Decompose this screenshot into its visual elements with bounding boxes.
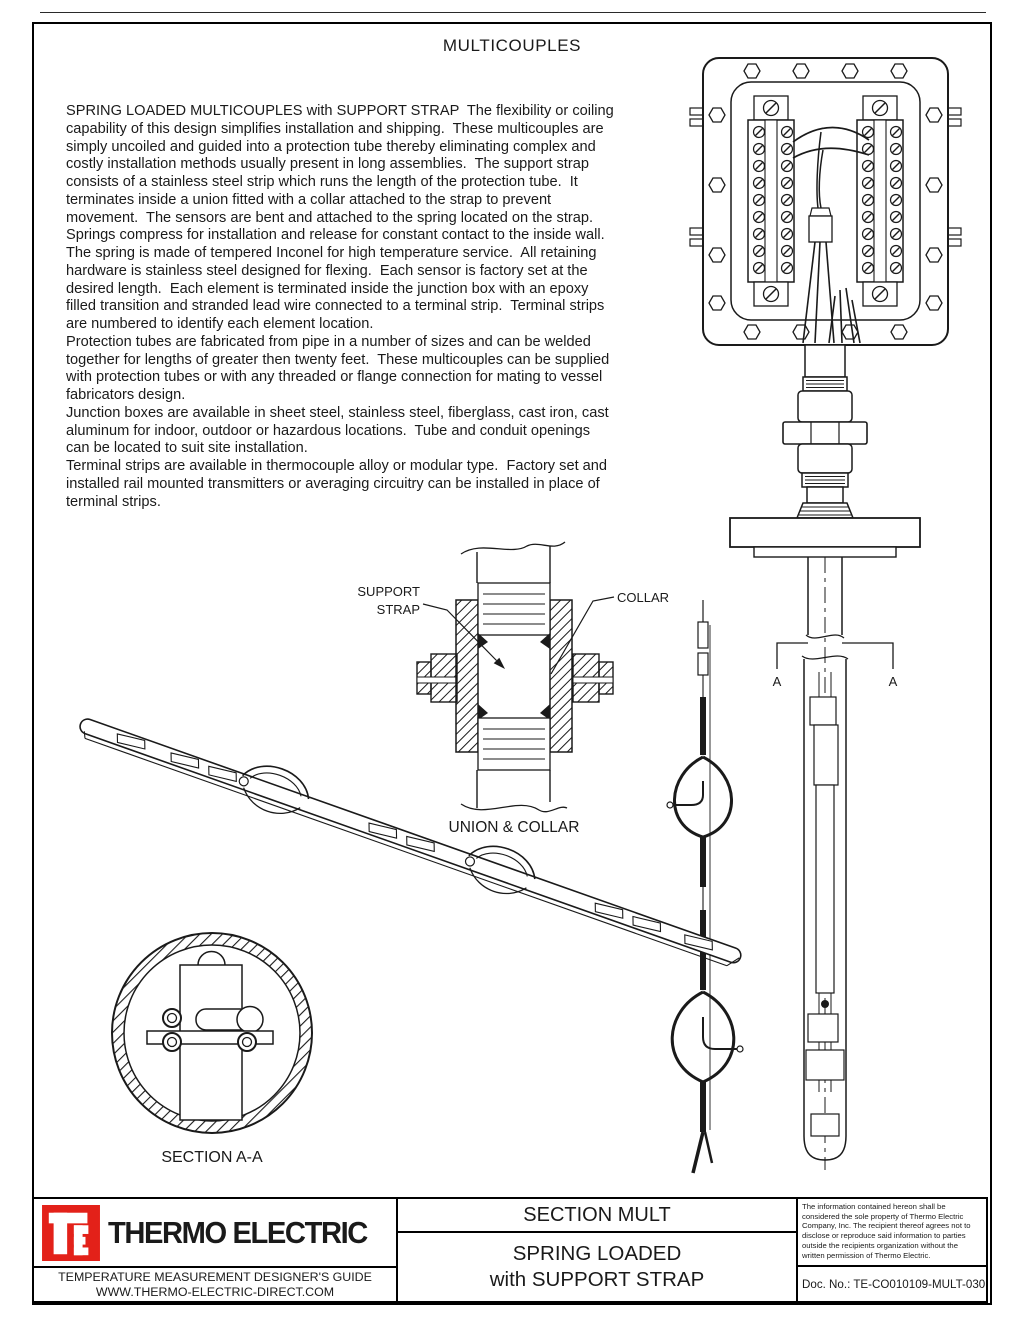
footer-brand-cell (34, 1199, 398, 1301)
legal-notice: The information contained hereon shall be considered the sole property of Thermo Electric Company, Inc. The recipient thereof agrees not to disclose or reproduce said information to parties outside the recipients organization without the written permission of Thermo Electric. (798, 1199, 986, 1267)
thermo-electric-logo (42, 1205, 100, 1261)
support-strap-label-line1: SUPPORT (357, 584, 420, 599)
body-text (66, 103, 618, 511)
product-line2: with SUPPORT STRAP (489, 1268, 705, 1291)
section-label: SECTION MULT (398, 1199, 796, 1233)
epoxy-transition (809, 216, 832, 242)
collar-label: COLLAR (617, 590, 670, 605)
footer-title-cell (398, 1199, 798, 1301)
paragraph: Terminal strips are available in thermocouple alloy or modular type. Factory set and installed rail mounted transmitters or averaging circuitry can be installed in place of terminal strips. (66, 458, 612, 510)
product-title (398, 1233, 796, 1301)
section-aa-caption: SECTION A-A (161, 1149, 263, 1166)
union-collar-caption: UNION & COLLAR (448, 819, 580, 836)
paragraph: SPRING LOADED MULTICOUPLES with SUPPORT STRAP The flexibility or coiling capability of this design simplifies installation and shipping. These multicouples are simply uncoiled and guided into a protection tube thereby eliminating complex and costly installation methods usually present in long assemblies. The support strap consists of a stainless steel strip which runs the length of the protection tube. It terminates inside a union fitted with a collar attached to the strap to prevent movement. The sensors are bent and attached to the spring located on the strap. Springs compress for installation and release for constant contact to the inside wall. The spring is made of tempered Inconel for high temperature service. All retaining hardware is stainless steel designed for flexing. Each sensor is factory set at the desired length. Each element is terminated inside the junction box with an epoxy filled transition and stranded lead wire connected to a terminal strip. Terminal strips are numbered to identify each element location. (66, 103, 618, 332)
strap-end-split (693, 1132, 703, 1173)
section-marker-a-left: A (772, 674, 782, 689)
terminal-strip-left (748, 96, 794, 306)
protection-tube (773, 557, 898, 1160)
section-marker-a-right: A (888, 674, 898, 689)
top-rule (40, 12, 986, 13)
brand-name: THERMO ELECTRIC (108, 1214, 367, 1250)
page-title: MULTICOUPLES (442, 36, 582, 55)
doc-number: Doc. No.: TE-CO010109-MULT-030 (802, 1277, 986, 1291)
terminal-strip-right (857, 96, 903, 306)
union-hex-nut (783, 422, 867, 444)
product-line1: SPRING LOADED (512, 1242, 682, 1265)
support-strap-label-line2: STRAP (376, 602, 420, 617)
website: WWW.THERMO-ELECTRIC-DIRECT.COM (95, 1284, 335, 1299)
junction-box (703, 58, 948, 345)
flange (730, 518, 920, 557)
spring-loop-lower (672, 992, 743, 1082)
drawing-section-aa (95, 925, 355, 1180)
footer-legal-cell (798, 1199, 986, 1301)
paragraph: Protection tubes are fabricated from pipe in a number of sizes and can be welded together for lengths of greater then twenty feet. These multicouples can be supplied with protection tubes or with any threaded or flange connection for mating to vessel fabricators design. (66, 333, 614, 403)
paragraph: Junction boxes are available in sheet steel, stainless steel, fiberglass, cast iron, cast aluminum for indoor, outdoor or hazardous locations. Tube and conduit openings can be located to suit site installation. (66, 404, 613, 457)
union-fitting (783, 345, 867, 518)
footer-table (32, 1197, 988, 1303)
tagline: TEMPERATURE MEASUREMENT DESIGNER'S GUIDE (58, 1269, 372, 1284)
